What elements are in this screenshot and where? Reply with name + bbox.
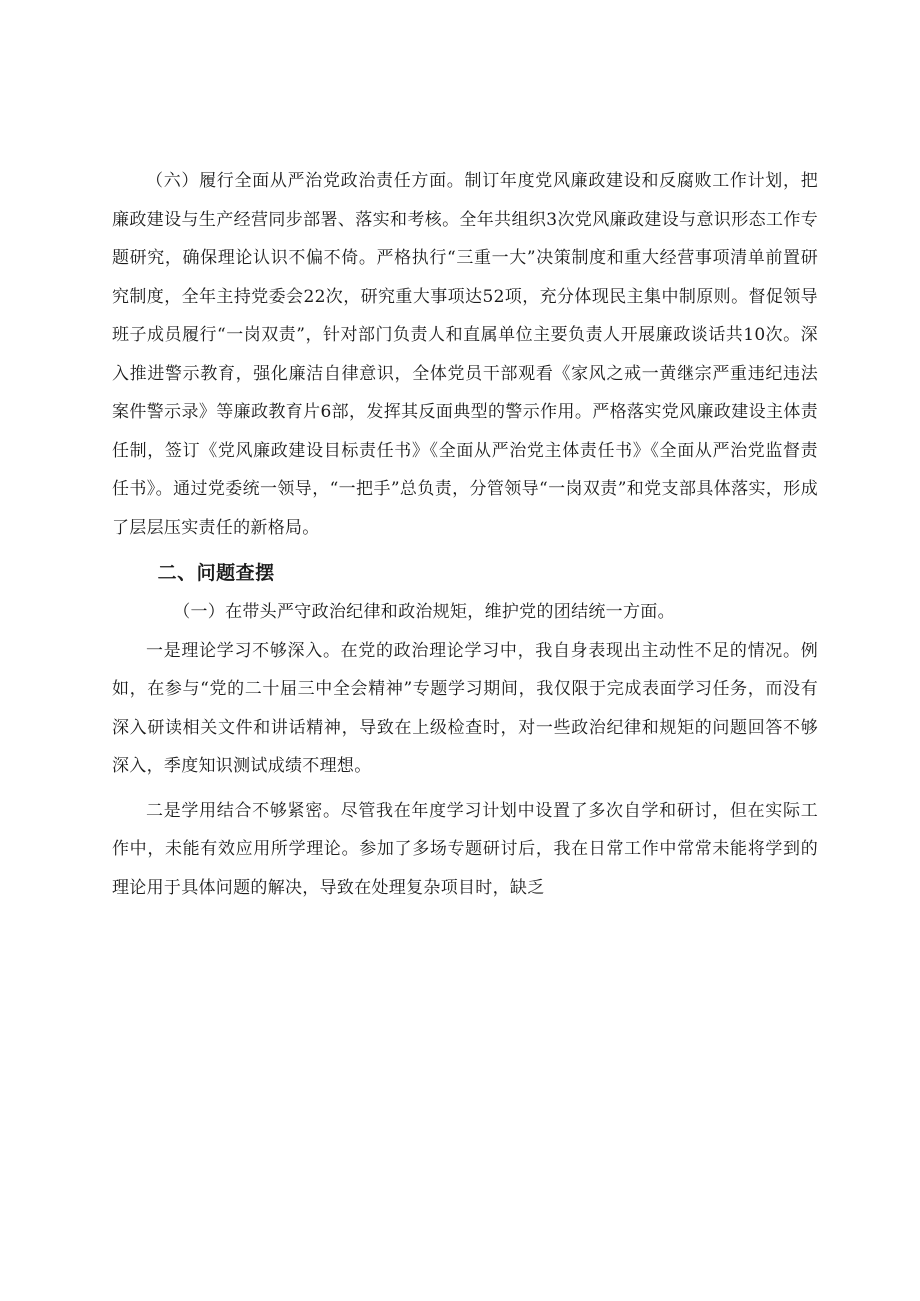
paragraph-responsibility: （六）履行全面从严治党政治责任方面。制订年度党风廉政建设和反腐败工作计划，把廉政建设与生产经营同步部署、落实和考核。全年共组织3次党风廉政建设与意识形态工作专题研究，确保理论认识不偏不倚。严格执行“三重一大”决策制度和重大经营事项清单前置研究制度，全年主持党委会22次，研究重大事项达52项，充分体现民主集中制原则。督促领导班子成员履行“一岗双责”，针对部门负责人和直属单位主要负责人开展廉政谈话共10次。深入推进警示教育，强化廉洁自律意识，全体党员干部观看《家风之戒一黄继宗严重违纪违法案件警示录》等廉政教育片6部，发挥其反面典型的警示作用。严格落实党风廉政建设主体责任制，签订《党风廉政建设目标责任书》《全面从严治党主体责任书》《全面从严治党监督责任书》。通过党委统一领导，“一把手”总负责，分管领导“一岗双责”和党支部具体落实，形成了层层压实责任的新格局。 — [112, 171, 818, 538]
paragraph-learning-application: 二是学用结合不够紧密。尽管我在年度学习计划中设置了多次自学和研讨，但在实际工作中，未能有效应用所学理论。参加了多场专题研讨后，我在日常工作中常常未能将学到的理论用于具体问题的解决，导致在处理复杂项目时，缺乏 — [112, 800, 818, 898]
paragraph-theory-study: 一是理论学习不够深入。在党的政治理论学习中，我自身表现出主动性不足的情况。例如，在参与“党的二十届三中全会精神”专题学习期间，我仅限于完成表面学习任务，而没有深入研读相关文件和讲话精神，导致在上级检查时，对一些政治纪律和规矩的问题回答不够深入，季度知识测试成绩不理想。 — [112, 640, 818, 776]
document-body — [112, 162, 818, 907]
subsection-heading-discipline: （一）在带头严守政治纪律和政治规矩，维护党的团结统一方面。 — [173, 602, 675, 622]
section-heading-problems: 二、问题查摆 — [157, 562, 275, 584]
